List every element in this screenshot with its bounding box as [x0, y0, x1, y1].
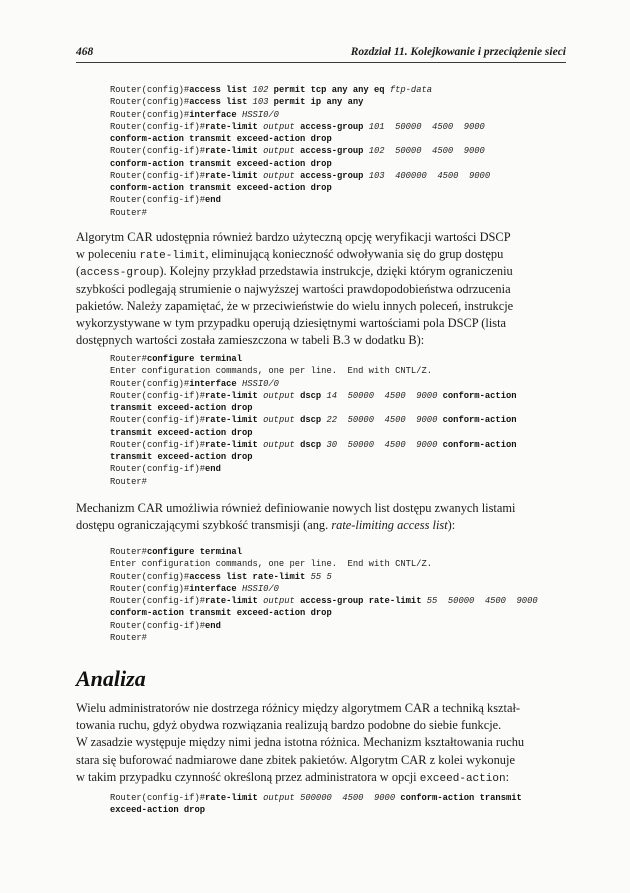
keyword-span: conform-action transmit exceed-action drop [110, 158, 332, 169]
text-span: Router(config-if)# [110, 390, 206, 401]
keyword-span: access-group rate-limit [294, 596, 427, 606]
code-line [110, 792, 580, 804]
keyword-span: conform-action [437, 390, 517, 401]
text-span: Router(config-if)# [110, 596, 206, 606]
argument-span: output [263, 390, 295, 401]
code-line [110, 145, 580, 157]
code-line [110, 804, 580, 816]
text-line [76, 500, 558, 517]
keyword-span: access list [189, 97, 253, 108]
text-span: ( [76, 264, 81, 279]
argument-span: 500000 4500 9000 [294, 793, 396, 803]
keyword-span: end [205, 195, 221, 206]
keyword-span: permit ip any any [268, 97, 364, 108]
text-span: , eliminującą konieczność odwoływania się do grup dostępu [205, 247, 504, 262]
keyword-span: transmit exceed-action drop [110, 452, 253, 462]
code-line [110, 583, 580, 595]
text-span: Router(config)# [110, 583, 190, 594]
text-span: Algorytm CAR udostępnia również bardzo użyteczną opcję weryfikacji wartości DSCP [76, 230, 511, 244]
header-rule [76, 62, 566, 63]
argument-span: 14 50000 4500 9000 [326, 390, 438, 401]
text-span: Router(config)# [110, 571, 190, 582]
keyword-span: rate-limit [205, 793, 264, 803]
argument-span: 55 50000 4500 9000 [426, 596, 538, 606]
text-line [76, 298, 558, 315]
inline-code: access-group [80, 267, 160, 280]
keyword-span: dscp [294, 390, 327, 401]
keyword-span: interface [189, 109, 242, 120]
code-line [110, 194, 580, 206]
argument-span: 101 50000 4500 9000 [368, 121, 485, 132]
code-line [110, 427, 580, 439]
argument-span: 103 400000 4500 9000 [368, 170, 491, 181]
keyword-span: conform-action [437, 415, 517, 426]
code-line [110, 182, 580, 194]
argument-span: output [263, 146, 295, 157]
keyword-span: rate-limit [205, 121, 264, 132]
argument-span: rate-limiting access list [331, 518, 448, 533]
text-span: pakietów. Należy zapamiętać, że w przeciwieństwie do wielu innych poleceń, instrukcje [76, 298, 514, 313]
text-span: towania ruchu, gdyż obydwa rozwiązania realizują bardzo podobne do siebie funkcje. [76, 718, 502, 733]
code-line [110, 476, 580, 488]
text-span: Router# [110, 547, 147, 557]
text-span: Router# [110, 207, 147, 218]
text-span: Router(config-if)# [110, 464, 206, 475]
keyword-span: permit tcp any any eq [268, 85, 390, 95]
keyword-span: rate-limit [205, 596, 264, 606]
keyword-span: configure terminal [146, 547, 242, 557]
code-line [110, 158, 580, 170]
keyword-span: interface [189, 583, 242, 594]
text-span: Router(config-if)# [110, 170, 206, 181]
keyword-span: conform-action transmit exceed-action drop [110, 134, 332, 144]
argument-span: output [263, 170, 295, 181]
text-span: Router(config-if)# [110, 439, 206, 450]
text-span: Router(config-if)# [110, 415, 206, 426]
text-span: Enter configuration commands, one per line. End with CNTL/Z. [110, 559, 433, 570]
keyword-span: end [205, 620, 221, 631]
text-span: ). Kolejny przykład przedstawia instrukcje, dzięki którym ograniczeniu [159, 264, 513, 279]
text-span: Router(config-if)# [110, 620, 206, 631]
code-line [110, 571, 580, 583]
argument-span: ftp-data [389, 85, 433, 95]
text-span: dostępnych wartości została zamieszczona w tabeli B.3 w dodatku B): [76, 333, 425, 348]
text-line [76, 315, 558, 332]
text-span: w poleceniu [76, 247, 140, 262]
page-number: 468 [76, 46, 94, 58]
keyword-span: access-group [294, 146, 369, 157]
argument-span: output [263, 439, 295, 450]
code-block-1 [110, 84, 580, 219]
keyword-span: rate-limit [205, 146, 264, 157]
code-line [110, 595, 580, 607]
argument-span: 103 [252, 97, 269, 108]
argument-span: HSSI0/0 [241, 109, 279, 120]
keyword-span: dscp [294, 415, 327, 426]
code-line [110, 133, 580, 145]
code-line [110, 463, 580, 475]
inline-code: exceed-action [419, 772, 506, 785]
keyword-span: dscp [294, 439, 327, 450]
code-line [110, 607, 580, 619]
keyword-span: conform-action [437, 439, 517, 450]
inline-code: rate-limit [139, 250, 206, 263]
text-span: Router# [110, 476, 147, 487]
text-span: Router(config-if)# [110, 146, 206, 157]
text-line [76, 717, 558, 734]
code-block-4 [110, 792, 580, 817]
text-span: w takim przypadku czynność określoną przez administratora w opcji [76, 769, 420, 784]
keyword-span: exceed-action drop [110, 805, 206, 816]
text-line [76, 700, 558, 717]
argument-span: 102 [252, 85, 269, 95]
text-span: stara się buforować nadmiarowe dane zbitek pakietów. Algorytm CAR z kolei wykonuje [76, 752, 515, 767]
text-line [76, 517, 558, 534]
keyword-span: rate-limit [205, 439, 264, 450]
text-span: wykorzystywane w tym przypadku operują dziesiętnymi wartościami pola DSCP (lista [76, 315, 507, 330]
argument-span: output [263, 121, 295, 132]
paragraph-2 [76, 500, 558, 534]
text-line [76, 332, 558, 349]
text-span: dostępu ograniczającymi szybkość transmisji (ang. [76, 518, 332, 533]
code-line [110, 402, 580, 414]
code-line [110, 451, 580, 463]
argument-span: HSSI0/0 [241, 378, 279, 389]
text-line [76, 734, 558, 751]
code-line [110, 207, 580, 219]
argument-span: output [263, 596, 295, 606]
text-span: W zasadzie występuje między nimi jedna istotna różnica. Mechanizm kształtowania ruchu [76, 735, 525, 750]
text-span: Wielu administratorów nie dostrzega różnicy między algorytmem CAR a techniką kształ- [76, 701, 521, 715]
code-line [110, 439, 580, 451]
code-line [110, 546, 580, 558]
paragraph-1 [76, 229, 558, 349]
code-block-3 [110, 546, 580, 644]
section-heading: Analiza [76, 666, 146, 691]
code-line [110, 414, 580, 426]
keyword-span: transmit exceed-action drop [110, 403, 253, 413]
keyword-span: access list [189, 85, 253, 95]
keyword-span: end [205, 464, 221, 475]
keyword-span: rate-limit [205, 415, 264, 426]
argument-span: 102 50000 4500 9000 [368, 146, 485, 157]
code-line [110, 620, 580, 632]
argument-span: 30 50000 4500 9000 [326, 439, 438, 450]
text-span: Router(config)# [110, 97, 190, 108]
text-span: szybkości podlegają strumienie o najwyższej wartości prawdopodobieństwa odrzucenia [76, 281, 511, 296]
keyword-span: access list rate-limit [189, 571, 311, 582]
argument-span: 55 5 [310, 571, 332, 582]
text-span: Router(config-if)# [110, 793, 206, 803]
text-span: Router(config)# [110, 378, 190, 389]
text-span: Router# [110, 354, 147, 364]
keyword-span: rate-limit [205, 390, 264, 401]
keyword-span: conform-action transmit [395, 793, 522, 803]
argument-span: output [263, 415, 295, 426]
running-header [76, 46, 566, 66]
text-span: : [505, 769, 510, 784]
keyword-span: transmit exceed-action drop [110, 427, 253, 438]
keyword-span: interface [189, 378, 242, 389]
code-line [110, 170, 580, 182]
text-line [76, 229, 558, 246]
text-span: Router# [110, 632, 147, 643]
keyword-span: configure terminal [146, 354, 242, 364]
paragraph-3 [76, 700, 558, 786]
keyword-span: conform-action transmit exceed-action drop [110, 608, 332, 619]
code-line [110, 353, 580, 365]
code-line [110, 96, 580, 108]
code-line [110, 632, 580, 644]
chapter-title: Rozdział 11. Kolejkowanie i przeciążenie sieci [350, 46, 566, 58]
argument-span: HSSI0/0 [241, 583, 279, 594]
text-span: Router(config-if)# [110, 195, 206, 206]
code-line [110, 109, 580, 121]
text-line [76, 263, 558, 280]
argument-span: output [263, 793, 295, 803]
text-span: ): [447, 518, 456, 533]
keyword-span: access-group [294, 170, 369, 181]
text-span: Router(config)# [110, 109, 190, 120]
text-line [76, 246, 558, 263]
argument-span: 22 50000 4500 9000 [326, 415, 438, 426]
text-line [76, 281, 558, 298]
keyword-span: access-group [294, 121, 369, 132]
keyword-span: conform-action transmit exceed-action drop [110, 183, 332, 193]
code-line [110, 84, 580, 96]
text-span: Router(config)# [110, 85, 190, 95]
text-span: Enter configuration commands, one per line. End with CNTL/Z. [110, 366, 433, 377]
code-line [110, 378, 580, 390]
text-line [76, 769, 558, 786]
text-line [76, 752, 558, 769]
text-span: Mechanizm CAR umożliwia również definiowanie nowych list dostępu zwanych listami [76, 501, 516, 515]
code-line [110, 121, 580, 133]
code-line [110, 365, 580, 377]
keyword-span: rate-limit [205, 170, 264, 181]
code-block-2 [110, 353, 580, 488]
text-span: Router(config-if)# [110, 121, 206, 132]
code-line [110, 390, 580, 402]
code-line [110, 558, 580, 570]
